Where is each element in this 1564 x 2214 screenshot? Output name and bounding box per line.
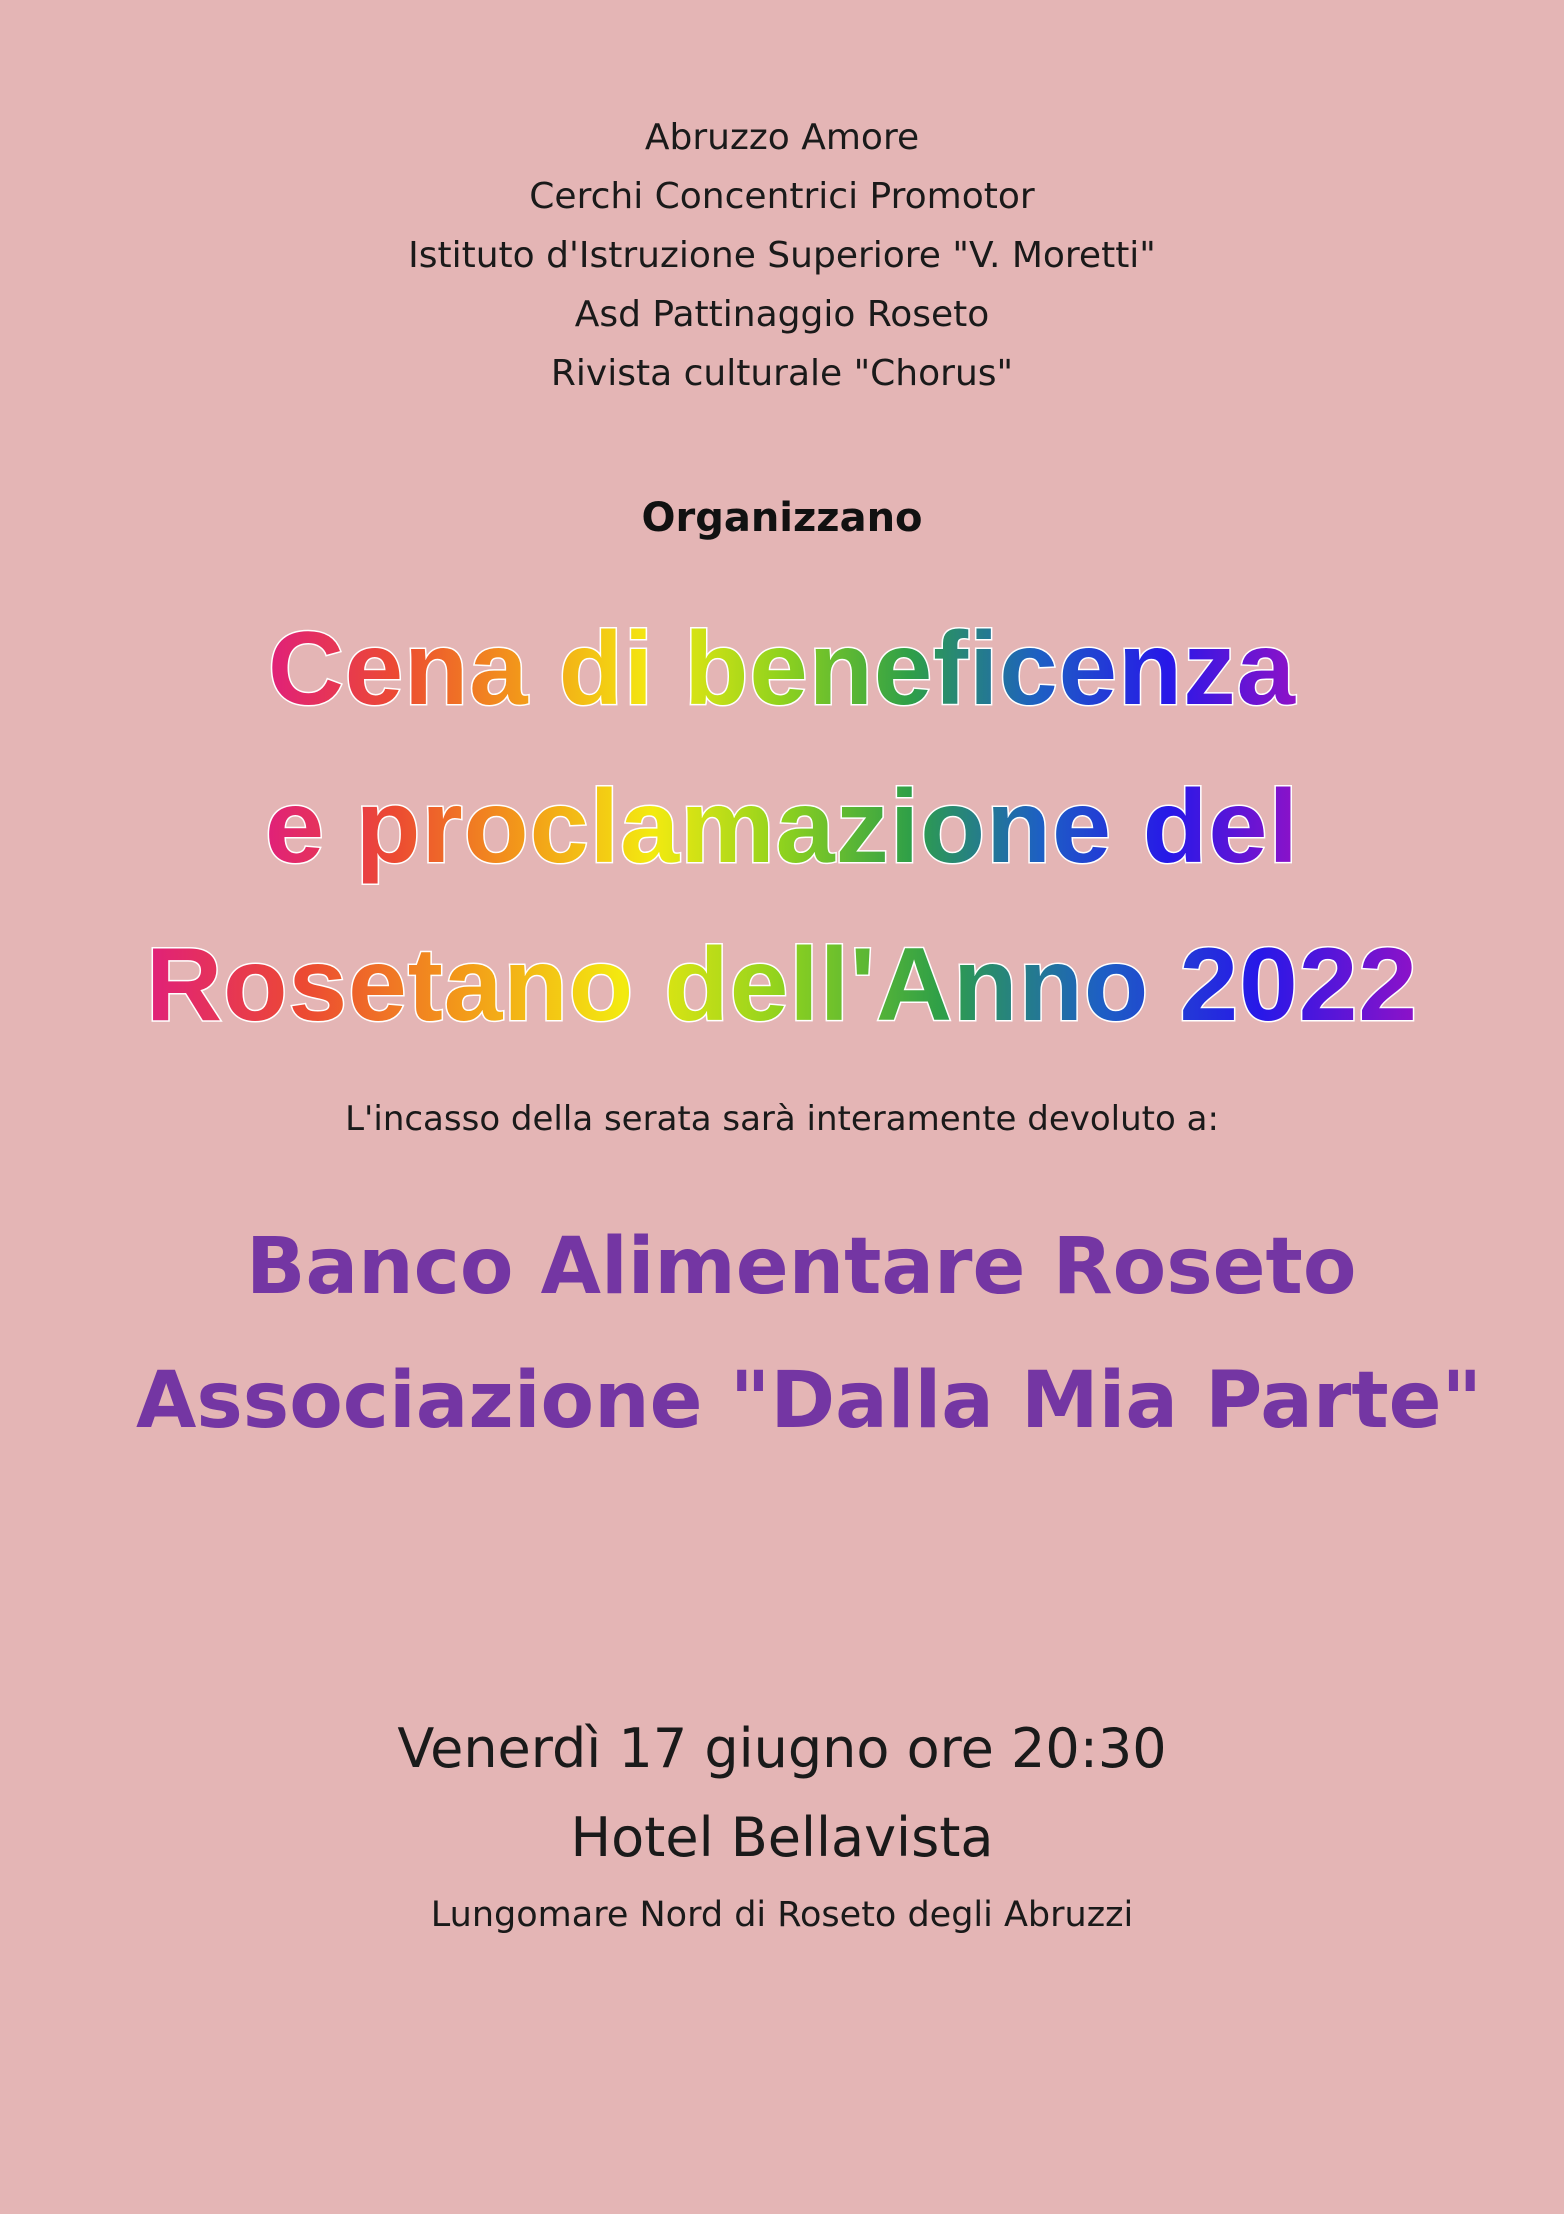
headline-text-2: e proclamazione del xyxy=(265,769,1299,885)
organizer-4: Asd Pattinaggio Roseto xyxy=(574,294,990,335)
headline-line-3 xyxy=(0,927,1564,1043)
organizer-3: Istituto d'Istruzione Superiore "V. Moretti" xyxy=(408,235,1156,276)
organizer-1: Abruzzo Amore xyxy=(644,117,920,158)
event-venue: Hotel Bellavista xyxy=(570,1806,994,1869)
proceeds-intro: L'incasso della serata sarà interamente devoluto a: xyxy=(345,1099,1219,1139)
headline-line-2 xyxy=(0,769,1564,885)
headline-text-3: Rosetano dell'Anno 2022 xyxy=(146,927,1418,1043)
organizer-2: Cerchi Concentrici Promotor xyxy=(529,176,1035,217)
event-address: Lungomare Nord di Roseto degli Abruzzi xyxy=(430,1895,1134,1935)
headline-line-1 xyxy=(0,611,1564,727)
organize-label: Organizzano xyxy=(641,495,923,541)
event-date-time: Venerdì 17 giugno ore 20:30 xyxy=(397,1717,1167,1780)
headline-text-1: Cena di beneficenza xyxy=(268,611,1297,727)
organizer-5: Rivista culturale "Chorus" xyxy=(550,353,1014,394)
beneficiary-2: Associazione "Dalla Mia Parte" xyxy=(136,1356,1483,1446)
beneficiary-1: Banco Alimentare Roseto xyxy=(246,1222,1357,1312)
